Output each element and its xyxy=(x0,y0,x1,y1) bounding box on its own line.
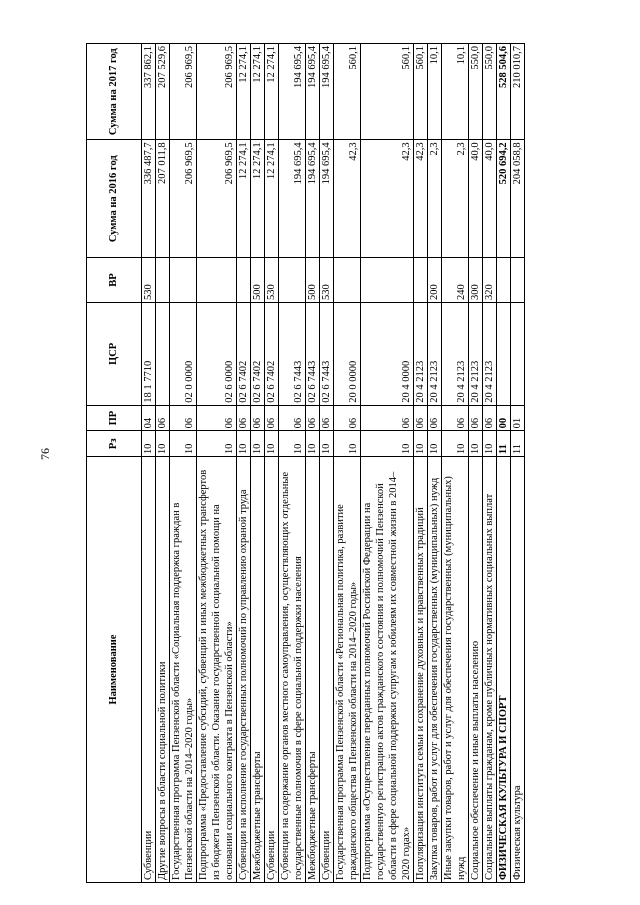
row-pr: 06 xyxy=(428,405,442,431)
column-header-pr: ПР xyxy=(87,405,142,431)
row-vr: 300 xyxy=(469,258,483,303)
row-pr: 01 xyxy=(511,405,525,431)
row-pr: 06 xyxy=(361,405,414,431)
table-row xyxy=(320,44,334,883)
row-rz: 11 xyxy=(511,431,525,457)
row-sum-2016: 2,3 xyxy=(442,140,469,258)
row-vr xyxy=(414,258,428,303)
row-name: Субвенции xyxy=(142,457,156,883)
table-row xyxy=(334,44,361,883)
row-sum-2017: 12 274,1 xyxy=(251,44,265,140)
row-name: Подпрограмма «Предоставление субсидий, субвенций и иных межбюджетных трансфертов из бюджета Пензенской области. Оказание государственной социальной помощи на основании социального контракта в Пензенской области» xyxy=(197,457,237,883)
row-sum-2017: 207 529,6 xyxy=(156,44,170,140)
row-sum-2017: 337 862,1 xyxy=(142,44,156,140)
row-sum-2017: 206 969,5 xyxy=(170,44,197,140)
row-sum-2017: 194 695,4 xyxy=(306,44,320,140)
column-header-sum-2017: Сумма на 2017 год xyxy=(87,44,142,140)
row-sum-2016: 12 274,1 xyxy=(251,140,265,258)
row-sum-2016: 194 695,4 xyxy=(320,140,334,258)
row-sum-2016: 207 011,8 xyxy=(156,140,170,258)
row-vr: 530 xyxy=(320,258,334,303)
row-pr: 06 xyxy=(251,405,265,431)
row-csr: 18 1 7710 xyxy=(142,303,156,406)
row-sum-2016: 204 058,8 xyxy=(511,140,525,258)
row-name: Государственная программа Пензенской области «Социальная поддержка граждан в Пензенской области на 2014–2020 годы» xyxy=(170,457,197,883)
row-pr: 06 xyxy=(469,405,483,431)
column-header-vr: ВР xyxy=(87,258,142,303)
row-rz: 10 xyxy=(442,431,469,457)
row-name: Субвенции xyxy=(320,457,334,883)
row-rz: 10 xyxy=(306,431,320,457)
row-vr xyxy=(237,258,251,303)
row-rz: 10 xyxy=(483,431,497,457)
row-name: Иные закупки товаров, работ и услуг для обеспечения государственных (муниципальных) нужд xyxy=(442,457,469,883)
row-pr: 06 xyxy=(306,405,320,431)
row-rz: 10 xyxy=(265,431,279,457)
page-content xyxy=(86,43,570,883)
row-pr: 04 xyxy=(142,405,156,431)
row-sum-2017: 560,1 xyxy=(414,44,428,140)
row-sum-2016: 194 695,4 xyxy=(279,140,306,258)
row-sum-2017: 12 274,1 xyxy=(237,44,251,140)
row-sum-2016: 206 969,5 xyxy=(197,140,237,258)
row-rz: 10 xyxy=(197,431,237,457)
row-pr: 00 xyxy=(497,405,511,431)
row-rz: 10 xyxy=(251,431,265,457)
row-rz: 10 xyxy=(156,431,170,457)
row-name: Популяризация института семьи и сохранение духовных и нравственных традиций xyxy=(414,457,428,883)
row-name: Субвенции на исполнение государственных полномочий по управлению охраной труда xyxy=(237,457,251,883)
row-name: Государственная программа Пензенской области «Региональная политика, развитие гражданского общества в Пензенской области на 2014–2020 годы» xyxy=(334,457,361,883)
row-csr: 02 0 0000 xyxy=(170,303,197,406)
row-vr: 320 xyxy=(483,258,497,303)
column-header-csr: ЦСР xyxy=(87,303,142,406)
row-pr: 06 xyxy=(237,405,251,431)
row-csr: 20 4 2123 xyxy=(483,303,497,406)
row-pr: 06 xyxy=(279,405,306,431)
row-sum-2016: 520 694,2 xyxy=(497,140,511,258)
row-sum-2017: 194 695,4 xyxy=(279,44,306,140)
row-csr xyxy=(156,303,170,406)
row-name: Другие вопросы в области социальной политики xyxy=(156,457,170,883)
row-vr: 530 xyxy=(142,258,156,303)
table-row xyxy=(237,44,251,883)
row-sum-2016: 42,3 xyxy=(361,140,414,258)
row-pr: 06 xyxy=(156,405,170,431)
row-vr xyxy=(279,258,306,303)
row-vr: 500 xyxy=(306,258,320,303)
row-sum-2016: 206 969,5 xyxy=(170,140,197,258)
row-sum-2017: 560,1 xyxy=(361,44,414,140)
row-csr: 02 6 7402 xyxy=(265,303,279,406)
row-csr: 20 4 0000 xyxy=(361,303,414,406)
row-pr: 06 xyxy=(320,405,334,431)
row-sum-2016: 194 695,4 xyxy=(306,140,320,258)
row-csr xyxy=(511,303,525,406)
row-vr xyxy=(197,258,237,303)
row-vr xyxy=(497,258,511,303)
row-sum-2017: 560,1 xyxy=(334,44,361,140)
table-row xyxy=(442,44,469,883)
row-name: ФИЗИЧЕСКАЯ КУЛЬТУРА И СПОРТ xyxy=(497,457,511,883)
row-sum-2016: 42,3 xyxy=(334,140,361,258)
row-vr: 200 xyxy=(428,258,442,303)
table-row xyxy=(361,44,414,883)
row-csr: 20 0 0000 xyxy=(334,303,361,406)
row-sum-2017: 206 969,5 xyxy=(197,44,237,140)
row-sum-2016: 42,3 xyxy=(414,140,428,258)
row-name: Субвенции на содержание органов местного самоуправления, осуществляющих отдельные государственные полномочия в сфере социальной поддержки населения xyxy=(279,457,306,883)
row-csr: 02 6 0000 xyxy=(197,303,237,406)
row-vr xyxy=(361,258,414,303)
table-row xyxy=(414,44,428,883)
row-csr: 02 6 7443 xyxy=(279,303,306,406)
row-vr xyxy=(334,258,361,303)
row-pr: 06 xyxy=(197,405,237,431)
row-csr: 20 4 2123 xyxy=(442,303,469,406)
table-row xyxy=(497,44,511,883)
row-csr xyxy=(497,303,511,406)
row-name: Физическая культура xyxy=(511,457,525,883)
table-row xyxy=(170,44,197,883)
row-vr: 500 xyxy=(251,258,265,303)
row-sum-2017: 528 504,6 xyxy=(497,44,511,140)
row-rz: 10 xyxy=(469,431,483,457)
row-rz: 11 xyxy=(497,431,511,457)
row-rz: 10 xyxy=(142,431,156,457)
column-header-rz: Рз xyxy=(87,431,142,457)
row-sum-2017: 550,0 xyxy=(483,44,497,140)
row-sum-2017: 12 274,1 xyxy=(265,44,279,140)
row-csr: 02 6 7402 xyxy=(251,303,265,406)
row-rz: 10 xyxy=(334,431,361,457)
row-sum-2017: 210 010,7 xyxy=(511,44,525,140)
column-header-sum-2016: Сумма на 2016 год xyxy=(87,140,142,258)
row-pr: 06 xyxy=(483,405,497,431)
row-rz: 10 xyxy=(414,431,428,457)
row-pr: 06 xyxy=(442,405,469,431)
row-sum-2016: 336 487,7 xyxy=(142,140,156,258)
row-rz: 10 xyxy=(237,431,251,457)
row-vr: 530 xyxy=(265,258,279,303)
column-header-name: Наименование xyxy=(87,457,142,883)
row-pr: 06 xyxy=(414,405,428,431)
table-row xyxy=(428,44,442,883)
row-sum-2016: 12 274,1 xyxy=(237,140,251,258)
row-csr: 02 6 7443 xyxy=(306,303,320,406)
row-sum-2016: 2,3 xyxy=(428,140,442,258)
table-row xyxy=(483,44,497,883)
table-row xyxy=(251,44,265,883)
row-name: Межбюджетные трансферты xyxy=(251,457,265,883)
row-pr: 06 xyxy=(170,405,197,431)
row-rz: 10 xyxy=(320,431,334,457)
row-pr: 06 xyxy=(265,405,279,431)
row-sum-2017: 550,0 xyxy=(469,44,483,140)
table-row xyxy=(279,44,306,883)
row-sum-2017: 10,1 xyxy=(442,44,469,140)
row-rz: 10 xyxy=(279,431,306,457)
row-csr: 02 6 7402 xyxy=(237,303,251,406)
row-vr xyxy=(170,258,197,303)
row-rz: 10 xyxy=(361,431,414,457)
page-number: 76 xyxy=(38,448,52,460)
row-sum-2016: 12 274,1 xyxy=(265,140,279,258)
table-row xyxy=(156,44,170,883)
row-sum-2017: 194 695,4 xyxy=(320,44,334,140)
table-row xyxy=(469,44,483,883)
row-vr xyxy=(511,258,525,303)
row-csr: 20 4 2123 xyxy=(414,303,428,406)
row-name: Межбюджетные трансферты xyxy=(306,457,320,883)
row-rz: 10 xyxy=(428,431,442,457)
table-row xyxy=(306,44,320,883)
row-rz: 10 xyxy=(170,431,197,457)
row-sum-2016: 40,0 xyxy=(469,140,483,258)
row-pr: 06 xyxy=(334,405,361,431)
row-vr xyxy=(156,258,170,303)
table-body xyxy=(142,44,525,883)
row-name: Подпрограмма «Осуществление переданных полномочий Российской Федерации на государственную регистрацию актов гражданского состояния и полномочий Пензенской области в сфере социальной поддержки супругам к юбилеям их совместной жизни в 2014–2020 годах» xyxy=(361,457,414,883)
row-sum-2016: 40,0 xyxy=(483,140,497,258)
row-csr: 20 4 2123 xyxy=(428,303,442,406)
row-name: Закупка товаров, работ и услуг для обеспечения государственных (муниципальных) нужд xyxy=(428,457,442,883)
row-name: Социальное обеспечение и иные выплаты населению xyxy=(469,457,483,883)
budget-table xyxy=(86,43,525,883)
row-name: Социальные выплаты гражданам, кроме публичных нормативных социальных выплат xyxy=(483,457,497,883)
row-vr: 240 xyxy=(442,258,469,303)
table-row xyxy=(142,44,156,883)
row-sum-2017: 10,1 xyxy=(428,44,442,140)
row-csr: 20 4 2123 xyxy=(469,303,483,406)
table-header-row xyxy=(87,44,142,883)
table-row xyxy=(265,44,279,883)
table-row xyxy=(197,44,237,883)
row-name: Субвенции xyxy=(265,457,279,883)
row-csr: 02 6 7443 xyxy=(320,303,334,406)
table-row xyxy=(511,44,525,883)
